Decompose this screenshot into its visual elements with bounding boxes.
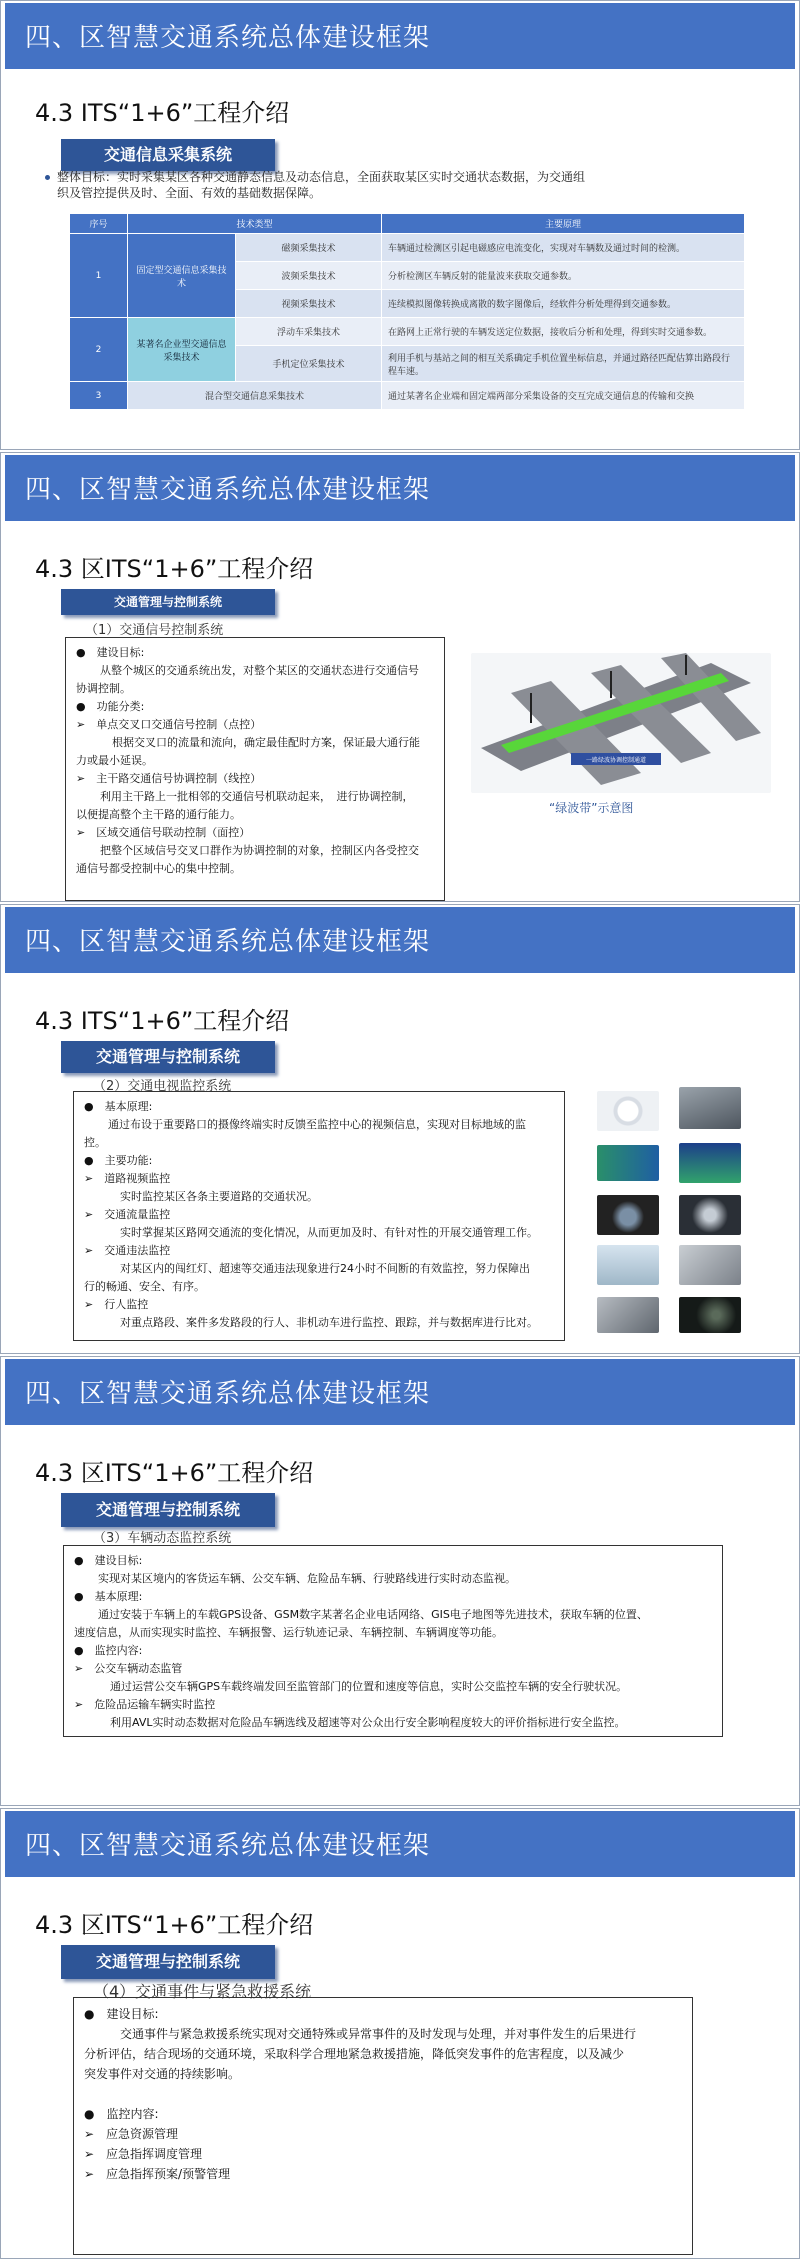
road-sign-photo	[597, 1145, 659, 1181]
section-subtitle: 4.3 ITS“1+6”工程介绍	[35, 99, 290, 127]
sub-bullet-line: ➢ 行人监控	[84, 1298, 149, 1311]
text-line: 协调控制。	[76, 682, 131, 695]
sub-bullet-line: ➢ 应急指挥调度管理	[84, 2147, 203, 2161]
table-header: 主要原理	[382, 214, 745, 234]
text-line: 对某区内的闯红灯、超速等交通违法现象进行24小时不间断的有效监控，努力保障出	[120, 1262, 530, 1275]
slide-banner	[5, 1811, 795, 1877]
slide-banner	[5, 455, 795, 521]
text-line: 行的畅通、安全、有序。	[84, 1280, 205, 1293]
bullet-line: ● 主要功能:	[84, 1154, 153, 1167]
row-principle: 连续模拟图像转换成离散的数字图像后，经软件分析处理得到交通参数。	[382, 290, 745, 318]
section-subtitle: 4.3 区ITS“1+6”工程介绍	[35, 555, 314, 583]
section-subtitle: 4.3 区ITS“1+6”工程介绍	[35, 1459, 314, 1487]
green-wave-diagram	[471, 653, 771, 793]
row-category: 固定型交通信息采集技术	[128, 234, 236, 318]
text-line: 突发事件对交通的持续影响。	[84, 2067, 241, 2081]
section-tag: 交通管理与控制系统	[61, 589, 275, 615]
image-caption: “绿波带”示意图	[549, 801, 634, 815]
tunnel-photo	[679, 1195, 741, 1235]
row-principle: 通过某著名企业端和固定端两部分采集设备的交互完成交通信息的传输和交换	[382, 382, 745, 410]
bullet-line: ● 功能分类:	[76, 700, 145, 713]
section-heading: （4）交通事件与紧急救援系统	[93, 1982, 312, 2001]
table-header-row	[70, 214, 745, 234]
row-category: 某著名企业型交通信息采集技术	[128, 318, 236, 382]
text-line: 利用主干路上一批相邻的交通信号机联动起来， 进行协调控制，	[100, 790, 414, 803]
row-tech: 视频采集技术	[236, 290, 382, 318]
table-row	[70, 382, 745, 410]
text-line: 通过布设于重要路口的摄像终端实时反馈至监控中心的视频信息，实现对目标地域的监	[108, 1118, 526, 1131]
row-tech: 手机定位采集技术	[236, 346, 382, 382]
content-box	[73, 1091, 565, 1341]
section-tag: 交通信息采集系统	[61, 139, 275, 171]
slide-banner	[5, 3, 795, 69]
text-line: 力或最小延误。	[76, 754, 153, 767]
text-line: 利用AVL实时动态数据对危险品车辆选线及超速等对公众出行安全影响程度较大的评价指标进行安全监控。	[110, 1716, 626, 1729]
sub-bullet-line: ➢ 交通违法监控	[84, 1244, 171, 1257]
spacer	[84, 2084, 682, 2104]
text-line: 通过运营公交车辆GPS车载终端发回至监管部门的位置和速度等信息，实时公交监控车辆的安全行驶状况。	[110, 1680, 628, 1693]
text-line: 以便提高整个主干路的通行能力。	[76, 808, 241, 821]
section-tag: 交通管理与控制系统	[61, 1945, 275, 1979]
banner-title: 四、区智慧交通系统总体建设框架	[25, 475, 431, 505]
text-line: 通信号都受控制中心的集中控制。	[76, 862, 241, 875]
text-line: 分析评估，结合现场的交通环境，采取科学合理地紧急救援措施，降低突发事件的危害程度，以及减少	[84, 2047, 625, 2061]
section-heading: （3）车辆动态监控系统	[93, 1531, 232, 1546]
sub-bullet-line: ➢ 交通流量监控	[84, 1208, 171, 1221]
overview-line: 织及管控提供及时、全面、有效的基础数据保障。	[57, 186, 322, 200]
section-heading: （2）交通电视监控系统	[93, 1079, 232, 1094]
dark-street-photo	[679, 1297, 741, 1333]
sub-bullet-line: ➢ 应急指挥预案/预警管理	[84, 2167, 231, 2181]
monitor-screen-photo	[679, 1143, 741, 1183]
camera-photo	[597, 1091, 659, 1131]
section-subtitle: 4.3 区ITS“1+6”工程介绍	[35, 1911, 314, 1939]
row-index: 2	[70, 318, 128, 382]
tech-table	[69, 213, 745, 410]
row-principle: 车辆通过检测区引起电磁感应电流变化，实现对车辆数及通过时间的检测。	[382, 234, 745, 262]
sub-bullet-line: ➢ 单点交叉口交通信号控制（点控）	[76, 718, 262, 731]
banner-title: 四、区智慧交通系统总体建设框架	[25, 1379, 431, 1409]
sub-bullet-line: ➢ 危险品运输车辆实时监控	[74, 1698, 216, 1711]
bullet-icon	[45, 175, 50, 180]
row-tech: 磁频采集技术	[236, 234, 382, 262]
section-tag: 交通管理与控制系统	[61, 1493, 275, 1527]
text-line: 实时掌握某区路网交通流的变化情况，从而更加及时、有针对性的开展交通管理工作。	[120, 1226, 538, 1239]
bullet-line: ● 建设目标:	[84, 2007, 159, 2021]
content-box	[63, 1545, 723, 1737]
slide-4	[0, 1356, 800, 1806]
sub-bullet-line: ➢ 应急资源管理	[84, 2127, 179, 2141]
traffic-photo	[679, 1087, 741, 1129]
bullet-line: ● 监控内容:	[84, 2107, 159, 2121]
sub-bullet-line: ➢ 主干路交通信号协调控制（线控）	[76, 772, 262, 785]
content-box	[65, 637, 445, 901]
slide-2	[0, 452, 800, 902]
row-index: 1	[70, 234, 128, 318]
text-line: 速度信息，从而实现实时监控、车辆报警、运行轨迹记录、车辆控制、车辆调度等功能。	[74, 1626, 503, 1639]
section-heading: （1）交通信号控制系统	[85, 623, 224, 638]
slide-banner	[5, 907, 795, 973]
text-line: 控。	[84, 1136, 106, 1149]
row-index: 3	[70, 382, 128, 410]
slide-5	[0, 1808, 800, 2259]
table-row	[70, 318, 745, 346]
text-line: 交通事件与紧急救援系统实现对交通特殊或异常事件的及时发现与处理，并对事件发生的后果进行	[120, 2027, 637, 2041]
overview-text	[57, 169, 757, 201]
overview-line: 整体目标：实时采集某区各种交通静态信息及动态信息，全面获取某区实时交通状态数据，为交通组	[57, 170, 586, 184]
section-tag: 交通管理与控制系统	[61, 1041, 275, 1073]
sub-bullet-line: ➢ 区域交通信号联动控制（面控）	[76, 826, 251, 839]
text-line: 对重点路段、案件多发路段的行人、非机动车进行监控、跟踪，并与数据库进行比对。	[120, 1316, 538, 1329]
sub-bullet-line: ➢ 道路视频监控	[84, 1172, 171, 1185]
text-line: 把整个区域信号交叉口群作为协调控制的对象，控制区内各受控交	[100, 844, 419, 857]
diagram-label: 一路绿波协调控制通道	[585, 757, 647, 764]
content-box	[73, 1997, 693, 2255]
table-header: 技术类型	[128, 214, 382, 234]
bullet-line: ● 监控内容:	[74, 1644, 143, 1657]
bullet-line: ● 建设目标:	[76, 646, 145, 659]
banner-title: 四、区智慧交通系统总体建设框架	[25, 23, 431, 53]
sub-bullet-line: ➢ 公交车辆动态监管	[74, 1662, 183, 1675]
row-principle: 在路网上正常行驶的车辆发送定位数据，接收后分析和处理，得到实时交通参数。	[382, 318, 745, 346]
row-principle: 分析检测区车辆反射的能量波来获取交通参数。	[382, 262, 745, 290]
bullet-line: ● 建设目标:	[74, 1554, 143, 1567]
slide-banner	[5, 1359, 795, 1425]
crowd-photo	[597, 1297, 659, 1333]
table-header: 序号	[70, 214, 128, 234]
section-subtitle: 4.3 ITS“1+6”工程介绍	[35, 1007, 290, 1035]
banner-title: 四、区智慧交通系统总体建设框架	[25, 927, 431, 957]
row-principle: 利用手机与基站之间的相互关系确定手机位置坐标信息，并通过路径匹配估算出路段行程车速。	[382, 346, 745, 382]
night-camera-photo	[597, 1195, 659, 1235]
row-tech: 波频采集技术	[236, 262, 382, 290]
row-tech: 浮动车采集技术	[236, 318, 382, 346]
slide-3	[0, 904, 800, 1354]
row-category: 混合型交通信息采集技术	[128, 382, 382, 410]
slide-1	[0, 0, 800, 450]
text-line: 通过安装于车辆上的车载GPS设备、GSM数字某著名企业电话网络、GIS电子地图等先进技术，获取车辆的位置、	[98, 1608, 648, 1621]
text-line: 实时监控某区各条主要道路的交通状况。	[120, 1190, 318, 1203]
text-line: 根据交叉口的流量和流向，确定最佳配时方案，保证最大通行能	[112, 736, 420, 749]
banner-title: 四、区智慧交通系统总体建设框架	[25, 1831, 431, 1861]
text-line: 实现对某区境内的客货运车辆、公交车辆、危险品车辆、行驶路线进行实时动态监视。	[98, 1572, 516, 1585]
intersection-photo	[679, 1245, 741, 1285]
bullet-line: ● 基本原理:	[84, 1100, 153, 1113]
table-row	[70, 234, 745, 262]
pole-camera-photo	[597, 1245, 659, 1285]
text-line: 从整个城区的交通系统出发，对整个某区的交通状态进行交通信号	[100, 664, 419, 677]
bullet-line: ● 基本原理:	[74, 1590, 143, 1603]
